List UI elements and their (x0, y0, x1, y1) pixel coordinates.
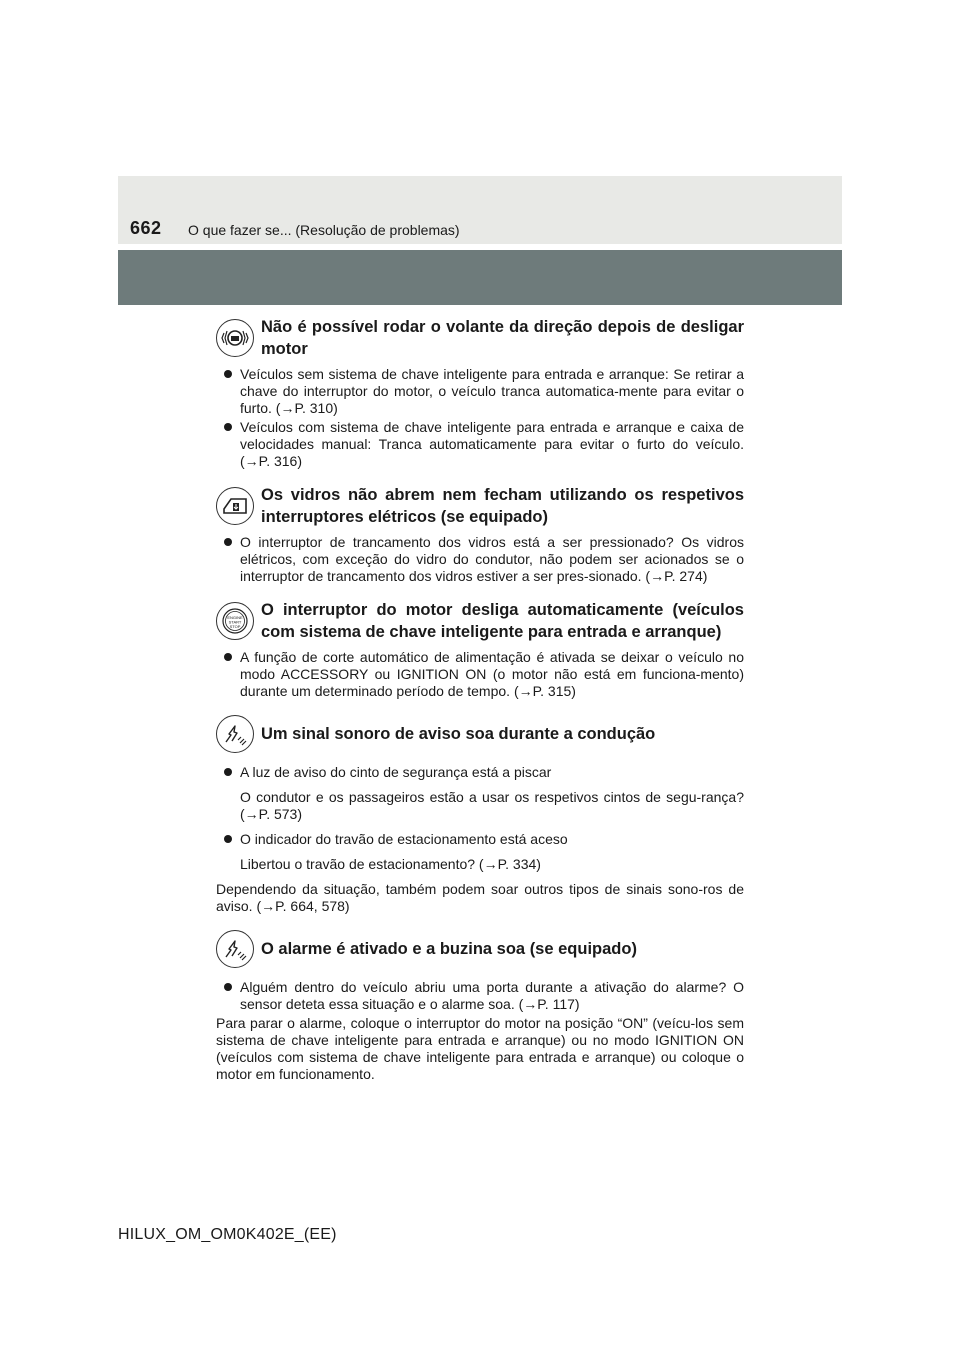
section-auto-power-off (216, 599, 744, 700)
alarm-sound-icon (216, 930, 254, 968)
list-item-detail (216, 789, 744, 823)
bullet-text: Veículos sem sistema de chave inteligente para entrada e arranque: Se retirar a chave do interruptor do motor, o veículo tranca automatica-mente para evitar o furto. (→P. 310) (240, 366, 744, 416)
chapter-title: O que fazer se... (Resolução de problemas) (188, 222, 460, 238)
steering-wheel-icon (216, 319, 254, 357)
section-paragraph: Para parar o alarme, coloque o interruptor do motor na posição “ON” (veícu-los sem sistema de chave inteligente para entrada e arranque) ou no modo IGNITION ON (veículos com sistema de chave inteligente para entrada e arranque) ou coloque o motor em funcionamento. (216, 1015, 744, 1082)
section-warning-buzzer (216, 714, 744, 915)
svg-text:STOP: STOP (229, 624, 241, 629)
section-heading (216, 599, 744, 643)
list-item (216, 831, 744, 848)
section-title: O alarme é ativado e a buzina soa (se equipado) (261, 940, 637, 958)
document-code: HILUX_OM_OM0K402E_(EE) (118, 1226, 337, 1243)
bullet-text: A luz de aviso do cinto de segurança está a piscar (240, 764, 552, 780)
svg-text:ENGINE: ENGINE (227, 615, 243, 620)
window-switch-icon (216, 487, 254, 525)
section-title: Não é possível rodar o volante da direção depois de desligar motor (261, 318, 744, 358)
section-title: O interruptor do motor desliga automaticamente (veículos com sistema de chave inteligente para entrada e arranque) (261, 601, 744, 641)
page-content (216, 316, 744, 1083)
section-title: Os vidros não abrem nem fecham utilizando os respetivos interruptores elétricos (se equipado) (261, 486, 744, 526)
section-alarm (216, 929, 744, 1083)
list-item-detail (216, 856, 744, 873)
engine-start-button-icon (216, 602, 254, 640)
bullet-text: O indicador do travão de estacionamento está aceso (240, 831, 568, 847)
section-steering-lock (216, 316, 744, 470)
bullet-text: O interruptor de trancamento dos vidros está a ser pressionado? Os vidros elétricos, com exceção do vidro do condutor, não podem ser acionados se o interruptor de trancamento dos vidros estiver a ser pres-sionado. (→P. 274) (240, 534, 744, 584)
section-heading (216, 714, 744, 754)
warning-sound-icon (216, 715, 254, 753)
section-paragraph: Dependendo da situação, também podem soar outros tipos de sinais sono-ros de aviso. (→P. 664, 578) (216, 881, 744, 914)
detail-text: Libertou o travão de estacionamento? (→P. 334) (240, 856, 541, 872)
svg-text:START: START (228, 619, 242, 625)
list-item (216, 649, 744, 700)
header-divider-band (118, 250, 842, 305)
section-heading (216, 484, 744, 528)
list-item (216, 764, 744, 781)
section-heading (216, 316, 744, 360)
detail-text: O condutor e os passageiros estão a usar os respetivos cintos de segu-rança? (→P. 573) (240, 789, 744, 822)
list-item (216, 979, 744, 1013)
section-title: Um sinal sonoro de aviso soa durante a condução (261, 725, 656, 743)
page-number: 662 (130, 218, 162, 238)
section-heading (216, 929, 744, 969)
section-power-windows (216, 484, 744, 585)
list-item (216, 534, 744, 585)
list-item (216, 366, 744, 417)
bullet-text: Alguém dentro do veículo abriu uma porta durante a ativação do alarme? O sensor deteta essa situação e o alarme soa. (→P. 117) (240, 979, 744, 1012)
bullet-text: Veículos com sistema de chave inteligente para entrada e arranque e caixa de velocidades manual: Tranca automaticamente para evitar o furto do veículo. (→P. 316) (240, 419, 744, 469)
list-item (216, 419, 744, 470)
bullet-text: A função de corte automático de alimentação é ativada se deixar o veículo no modo ACCESSORY ou IGNITION ON (o motor não está em funciona-mento) durante um determinado período de tempo. (→P. 315) (240, 649, 744, 699)
